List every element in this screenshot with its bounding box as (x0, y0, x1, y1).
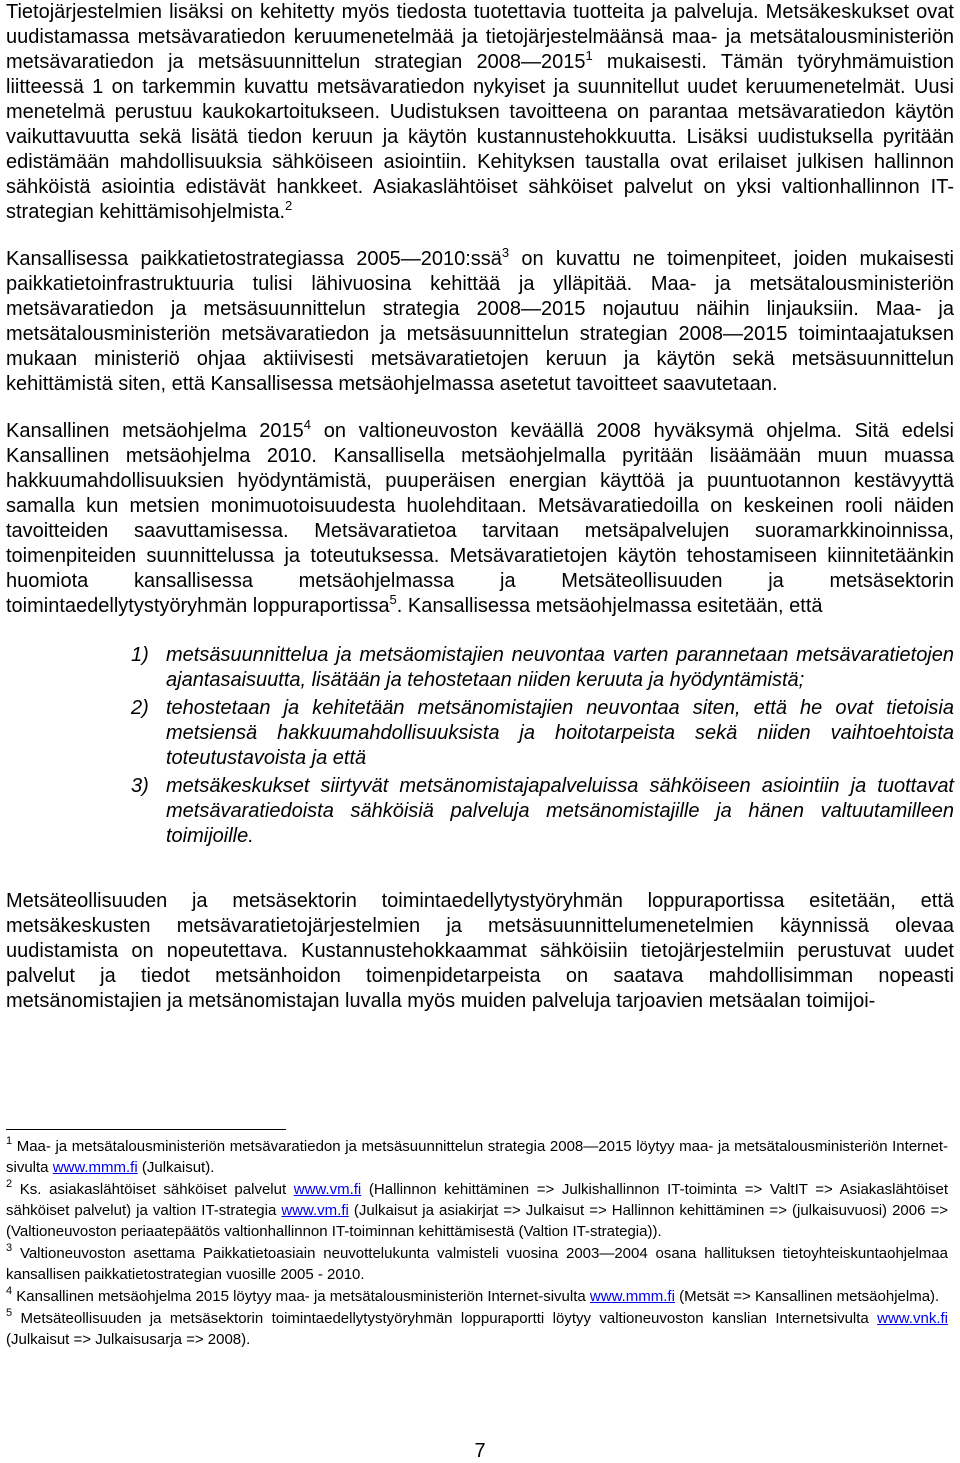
document-page (6, 0, 955, 1348)
link-vm[interactable]: www.vm.fi (293, 1181, 362, 1198)
link-vm[interactable]: www.vm.fi (281, 1202, 349, 1219)
footnote-separator (6, 1129, 286, 1130)
footnote-2 (6, 1179, 948, 1242)
footnote-ref-4[interactable]: 4 (303, 417, 312, 432)
footnote-4 (6, 1286, 948, 1307)
paragraph-3-text-a: Kansallinen metsäohjelma 2015 (6, 420, 304, 442)
footnote-number: 2 (6, 1178, 13, 1190)
link-vnk[interactable]: www.vnk.fi (877, 1310, 948, 1327)
paragraph-2 (6, 247, 954, 397)
paragraph-3-text-b: on valtioneuvoston keväällä 2008 hyväksymä ohjelma. Sitä edelsi Kansallinen metsäohjelma 2010. Kansallisella metsäohjelmalla pyritään lisäämään muun muassa hakkuumahdollisuuksien hyödyntämistä, puuperäisen energian käyttöä ja puuntuotannon kestävyyttä samalla kun metsien monimuotoisuudesta huolehditaan. Metsävaratiedoilla on keskeinen rooli näiden tavoitteiden saavuttamisessa. Metsävaratietoa tarvitaan metsäpalvelujen suoramarkkinoinnissa, toimenpiteiden suunnittelussa ja toteutuksessa. Metsävaratietojen käytön tehostamiseen kiinnitetäänkin huomiota kansallisessa metsäohjelmassa ja Metsäteollisuuden ja metsäsektorin toimintaedellytystyöryhmän loppuraportissa (6, 420, 955, 617)
list-item (6, 643, 954, 693)
list-item-number: 2) (131, 697, 149, 719)
link-mmm[interactable]: www.mmm.fi (589, 1288, 675, 1305)
footnote-5 (6, 1308, 948, 1350)
footnote-text: Valtioneuvoston asettama Paikkatietoasiain neuvottelukunta valmisteli vuosina 2003―2004 osana hallituksen tietoyhteiskuntaohjelmaa kansallisen paikkatietostrategian vuosille 2005 - 2010. (6, 1245, 948, 1283)
footnote-text: Maa- ja metsätalousministeriön metsävaratiedon ja metsäsuunnittelun strategia 2008―2015 löytyy maa- ja metsätalousministeriön Internet-sivulta (6, 1138, 949, 1176)
footnote-text: Ks. asiakaslähtöiset sähköiset palvelut (19, 1181, 294, 1198)
footnote-number: 5 (6, 1307, 13, 1319)
paragraph-4: Metsäteollisuuden ja metsäsektorin toimintaedellytystyöryhmän loppuraportissa esitetään, että metsäkeskusten metsävaratietojärjestelmien ja metsäsuunnittelumenetelmien käynnissä olevaa uudistamista on nopeutettava. Kustannustehokkaammat sähköisiin tietojärjestelmiin perustuvat uudet palvelut ja tiedot metsänhoidon toimenpidetarpeista on saatava mahdollisimman nopeasti metsänomistajien ja metsänomistajan luvalla myös muiden palveluja tarjoavien metsäalan toimijoi- (6, 890, 954, 1012)
footnote-number: 1 (6, 1135, 13, 1147)
footnote-number: 4 (6, 1285, 13, 1297)
list-item (6, 774, 954, 849)
list-item-text: tehostetaan ja kehitetään metsänomistajien neuvontaa siten, että he ovat tietoisia metsiensä hakkuumahdollisuuksista ja hoitotarpeista sekä niiden vaihtoehtoista toteutustavoista ja että (166, 697, 954, 769)
footnote-ref-3[interactable]: 3 (501, 245, 510, 260)
footnote-text: Kansallinen metsäohjelma 2015 löytyy maa- ja metsätalousministeriön Internet-sivulta (16, 1288, 590, 1305)
footnote-ref-1[interactable]: 1 (585, 48, 593, 63)
page-number: 7 (474, 1440, 486, 1462)
paragraph-1 (6, 0, 954, 225)
paragraph-3 (6, 419, 954, 619)
paragraph-3-text-c: . Kansallisessa metsäohjelmassa esitetään, että (396, 595, 823, 617)
footnote-text: Metsäteollisuuden ja metsäsektorin toimintaedellytystyöryhmän loppuraportti löytyy valtioneuvoston kanslian Internetsivulta (20, 1310, 878, 1327)
footnote-text: (Hallinnon kehittäminen => Julkishallinnon IT-toiminta => ValtIT => Asiakaslähtöiset sähköiset palvelut) ja valtion IT-strategia (6, 1181, 948, 1219)
list-item (6, 696, 954, 771)
numbered-list (6, 643, 954, 849)
link-mmm[interactable]: www.mmm.fi (52, 1159, 138, 1176)
footnote-1 (6, 1136, 948, 1178)
footnote-text: (Julkaisut). (137, 1159, 215, 1176)
paragraph-1-text-b: mukaisesti. Tämän työryhmämuistion liitteessä 1 on tarkemmin kuvattu metsävaratiedon nykyiset ja suunnitellut uudet keruumenetelmät. Uusi menetelmä perustuu kaukokartoitukseen. Uudistuksen tavoitteena on parantaa metsävaratiedon käytön vaikuttavuutta sekä lisätä tiedon keruun ja käytön kustannustehokkuutta. Lisäksi uudistuksella pyritään edistämään mahdollisuuksia sähköiseen asiointiin. Kehityksen taustalla ovat erilaiset julkisen hallinnon sähköistä asiointia edistävät hankkeet. Asiakaslähtöiset sähköiset palvelut on yksi valtionhallinnon IT-strategian kehittämisohjelmista. (6, 51, 955, 223)
footnote-text: (Metsät => Kansallinen metsäohjelma). (674, 1288, 940, 1305)
list-item-number: 3) (131, 775, 149, 797)
footnote-ref-2[interactable]: 2 (285, 198, 293, 213)
footnote-text: (Julkaisut => Julkaisusarja => 2008). (6, 1331, 251, 1348)
footnote-text: (Julkaisut ja asiakirjat => Julkaisut => Hallinnon kehittäminen => (julkaisuvuosi) 2006 => (Valtioneuvoston periaatepäätös valtionhallinnon IT-toiminnan kehittämisestä (Valtion IT-strategia)). (6, 1202, 948, 1240)
paragraph-2-text-b: on kuvattu ne toimenpiteet, joiden mukaisesti paikkatietoinfrastruktuuria tulisi lähivuosina kehittää ja ylläpitää. Maa- ja metsätalousministeriön metsävaratiedon ja metsäsuunnittelun strategia 2008―2015 nojautuu näihin linjauksiin. Maa- ja metsätalousministeriön metsävaratiedon ja metsäsuunnittelun strategian 2008―2015 toimintaajatuksen mukaan ministeriö ohjaa aktiivisesti metsävaratietojen keruun ja käytön sekä metsäsuunnittelun kehittämistä siten, että Kansallisessa metsäohjelmassa asetetut tavoitteet saavutetaan. (6, 248, 954, 395)
paragraph-1-text-a: Tietojärjestelmien lisäksi on kehitetty myös tiedosta tuotettavia tuotteita ja palveluja. Metsäkeskukset ovat uudistamassa metsävaratiedon keruumenetelmää ja tietojärjestelmäänsä maa- ja metsätalousministeriön metsävaratiedon ja metsäsuunnittelun strategian 2008―2015 (6, 1, 954, 73)
paragraph-2-text-a: Kansallisessa paikkatietostrategiassa 2005―2010:ssä (6, 248, 502, 270)
footnote-number: 3 (6, 1242, 13, 1254)
footnote-3 (6, 1243, 948, 1285)
list-item-number: 1) (131, 644, 149, 666)
list-item-text: metsäsuunnittelua ja metsäomistajien neuvontaa varten parannetaan metsävaratietojen ajantasaisuutta, lisätään ja tehostetaan niiden keruuta ja hyödyntämistä; (166, 644, 954, 691)
footnote-ref-5[interactable]: 5 (389, 592, 397, 607)
list-item-text: metsäkeskukset siirtyvät metsänomistajapalveluissa sähköiseen asiointiin ja tuottavat metsävaratiedoista sähköisiä palveluja metsänomistajille ja hänen valtuutamilleen toimijoille. (166, 775, 954, 847)
footnotes (6, 1136, 948, 1351)
